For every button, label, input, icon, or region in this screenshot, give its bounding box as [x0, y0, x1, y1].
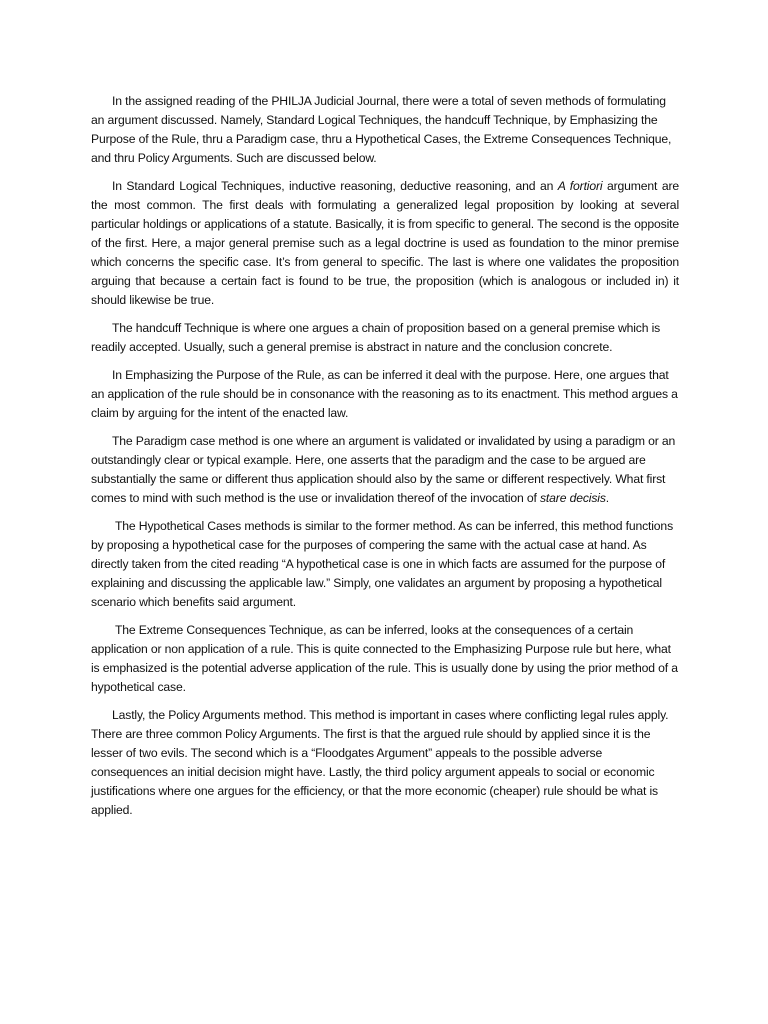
- paragraph-text: argument are the most common. The first deals with formulating a generalized legal proposition by looking at several particular holdings or applications of a statute. Basically, it is from specific to general. The second is the opposite of the first. Here, a major general premise such as a legal doctrine is used as foundation to the minor premise which concerns the specific case. It’s from general to specific. The last is where one validates the proposition arguing that because a certain fact is found to be true, the proposition (which is analogous or included in) it should likewise be true.: [91, 179, 679, 307]
- paragraph-handcuff-technique: The handcuff Technique is where one argues a chain of proposition based on a general premise which is readily accepted. Usually, such a general premise is abstract in nature and the conclusion concrete.: [91, 321, 661, 354]
- paragraph-standard-logical-techniques: [91, 177, 679, 310]
- paragraph-extreme-consequences: The Extreme Consequences Technique, as can be inferred, looks at the consequences of a certain application or non application of a rule. This is quite connected to the Emphasizing Purpose rule but here, what is emphasized is the potential adverse application of the rule. This is usually done by using the prior method of a hypothetical case.: [91, 623, 678, 694]
- paragraph-text: The Paradigm case method is one where an argument is validated or invalidated by using a paradigm or an outstandingly clear or typical example. Here, one asserts that the paradigm and the case to be argued are substantially the same or different thus application should also by the same or different respectively. What first comes to mind with such method is the use or invalidation thereof of the invocation of: [91, 434, 676, 505]
- italic-term: A fortiori: [557, 179, 603, 193]
- paragraph-policy-arguments: Lastly, the Policy Arguments method. This method is important in cases where conflicting legal rules apply. There are three common Policy Arguments. The first is that the argued rule should by applied since it is the lesser of two evils. The second which is a “Floodgates Argument” appeals to the possible adverse consequences an initial decision might have. Lastly, the third policy argument appeals to social or economic justifications where one argues for the efficiency, or that the more economic (cheaper) rule should be what is applied.: [91, 708, 669, 817]
- paragraph-paradigm-case: [91, 432, 679, 508]
- paragraph-text: .: [605, 491, 610, 505]
- document-body: [91, 92, 679, 829]
- paragraph-text: In Standard Logical Techniques, inductive reasoning, deductive reasoning, and an: [112, 179, 558, 193]
- italic-term: stare decisis: [539, 491, 606, 505]
- paragraph-purpose-of-rule: In Emphasizing the Purpose of the Rule, as can be inferred it deal with the purpose. Here, one argues that an application of the rule should be in consonance with the reasoning as to its enactment. This method argues a claim by arguing for the intent of the enacted law.: [91, 368, 678, 420]
- paragraph-hypothetical-cases: The Hypothetical Cases methods is similar to the former method. As can be inferred, this method functions by proposing a hypothetical case for the purposes of compering the same with the actual case at hand. As directly taken from the cited reading “A hypothetical case is one in which facts are assumed for the purpose of explaining and discussing the applicable law.” Simply, one validates an argument by proposing a hypothetical scenario which benefits said argument.: [91, 519, 674, 609]
- paragraph-intro: In the assigned reading of the PHILJA Judicial Journal, there were a total of seven methods of formulating an argument discussed. Namely, Standard Logical Techniques, the handcuff Technique, by Emphasizing the Purpose of the Rule, thru a Paradigm case, thru a Hypothetical Cases, the Extreme Consequences Technique, and thru Policy Arguments. Such are discussed below.: [91, 94, 672, 165]
